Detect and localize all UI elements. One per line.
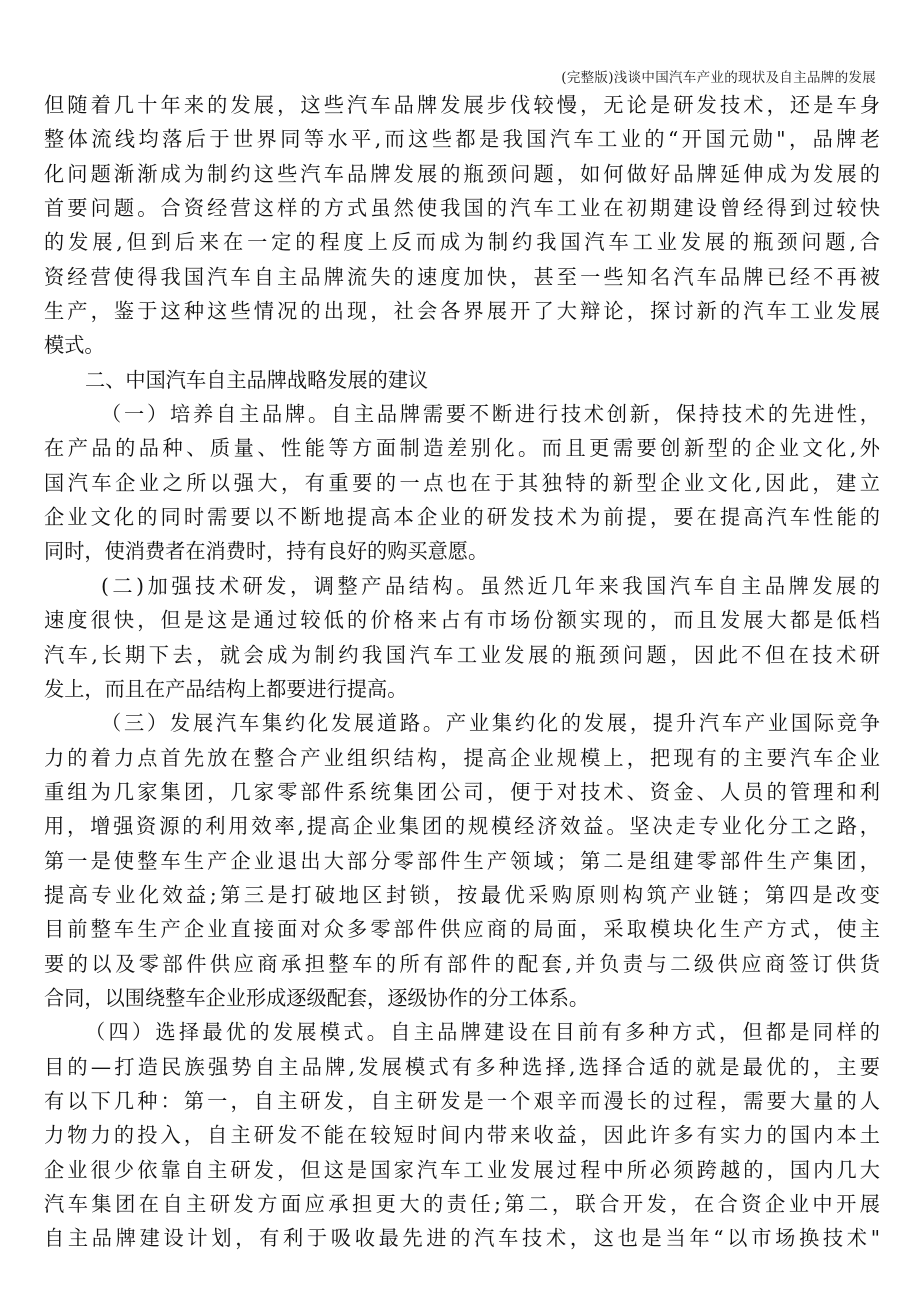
text-line: 速度很快，但是这是通过较低的价格来占有市场份额实现的，而且发展大都是低档: [44, 608, 880, 633]
text-line: 化问题渐渐成为制约这些汽车品牌发展的瓶颈问题，如何做好品牌延伸成为发展的: [44, 161, 880, 186]
text-line: 汽车集团在自主研发方面应承担更大的责任;第二，联合开发，在合资企业中开展: [44, 1192, 880, 1216]
paragraph-first-line: (二)加强技术研发，调整产品结构。虽然近几年来我国汽车自主品牌发展的: [101, 573, 880, 598]
text-line: 有以下几种：第一，自主研发，自主研发是一个艰辛而漫长的过程，需要大量的人: [44, 1088, 880, 1113]
text-line: 要的以及零部件供应商承担整车的所有部件的配套,并负责与二级供应商签订供货: [44, 951, 880, 976]
text-line: 目的—打造民族强势自主品牌,发展模式有多种选择,选择合适的就是最优的，主要: [44, 1054, 880, 1079]
text-line: 用，增强资源的利用效率,提高企业集团的规模经济效益。坚决走专业化分工之路，: [44, 814, 880, 839]
text-line: 资经营使得我国汽车自主品牌流失的速度加快，甚至一些知名汽车品牌已经不再被: [44, 264, 880, 289]
paragraph-first-line: （一）培养自主品牌。自主品牌需要不断进行技术创新，保持技术的先进性，: [101, 402, 880, 427]
running-header: (完整版)浅谈中国汽车产业的现状及自主品牌的发展: [561, 70, 876, 86]
section-heading: 二、中国汽车自主品牌战略发展的建议: [85, 367, 429, 392]
text-line: 模式。: [44, 333, 105, 358]
text-line: 同时，使消费者在消费时，持有良好的购买意愿。: [44, 539, 489, 564]
text-line: 汽车,长期下去，就会成为制约我国汽车工业发展的瓶颈问题，因此不但在技术研: [44, 642, 880, 667]
text-line: 重组为几家集团，几家零部件系统集团公司，便于对技术、资金、人员的管理和利: [44, 779, 880, 804]
text-line: 在产品的品种、质量、性能等方面制造差别化。而且更需要创新型的企业文化,外: [44, 436, 880, 461]
text-line: 力的着力点首先放在整合产业组织结构，提高企业规模上，把现有的主要汽车企业: [44, 745, 880, 770]
text-line: 企业很少依靠自主研发，但这是国家汽车工业发展过程中所必须跨越的，国内几大: [44, 1157, 880, 1182]
text-line: 目前整车生产企业直接面对众多零部件供应商的局面，采取模块化生产方式，使主: [44, 917, 880, 942]
text-line: 合同，以围绕整车企业形成逐级配套，逐级协作的分工体系。: [44, 985, 590, 1010]
paragraph-first-line: （四）选择最优的发展模式。自主品牌建设在目前有多种方式，但都是同样的: [85, 1020, 880, 1045]
text-line: 首要问题。合资经营这样的方式虽然使我国的汽车工业在初期建设曾经得到过较快: [44, 196, 880, 221]
text-line: 生产，鉴于这种这些情况的出现，社会各界展开了大辩论，探讨新的汽车工业发展: [44, 299, 880, 324]
text-line: 国汽车企业之所以强大，有重要的一点也在于其独特的新型企业文化,因此，建立: [44, 470, 880, 495]
paragraph-first-line: （三）发展汽车集约化发展道路。产业集约化的发展，提升汽车产业国际竞争: [101, 711, 880, 736]
text-line: 力物力的投入，自主研发不能在较短时间内带来收益，因此许多有实力的国内本土: [44, 1123, 880, 1148]
text-line: 第一是使整车生产企业退出大部分零部件生产领域；第二是组建零部件生产集团，: [44, 848, 880, 873]
text-line: 自主品牌建设计划，有利于吸收最先进的汽车技术，这也是当年“以市场换技术": [44, 1226, 880, 1251]
text-line: 提高专业化效益;第三是打破地区封锁，按最优采购原则构筑产业链；第四是改变: [44, 882, 880, 907]
text-line: 发上，而且在产品结构上都要进行提高。: [44, 676, 408, 701]
document-body: [44, 88, 880, 1256]
text-line: 的发展,但到后来在一定的程度上反而成为制约我国汽车工业发展的瓶颈问题,合: [44, 230, 880, 255]
text-line: 整体流线均落后于世界同等水平,而这些都是我国汽车工业的“开国元勋"，品牌老: [44, 127, 880, 152]
text-line: 企业文化的同时需要以不断地提高本企业的研发技术为前提，要在提高汽车性能的: [44, 505, 880, 530]
text-line: 但随着几十年来的发展，这些汽车品牌发展步伐较慢，无论是研发技术，还是车身: [44, 93, 880, 117]
